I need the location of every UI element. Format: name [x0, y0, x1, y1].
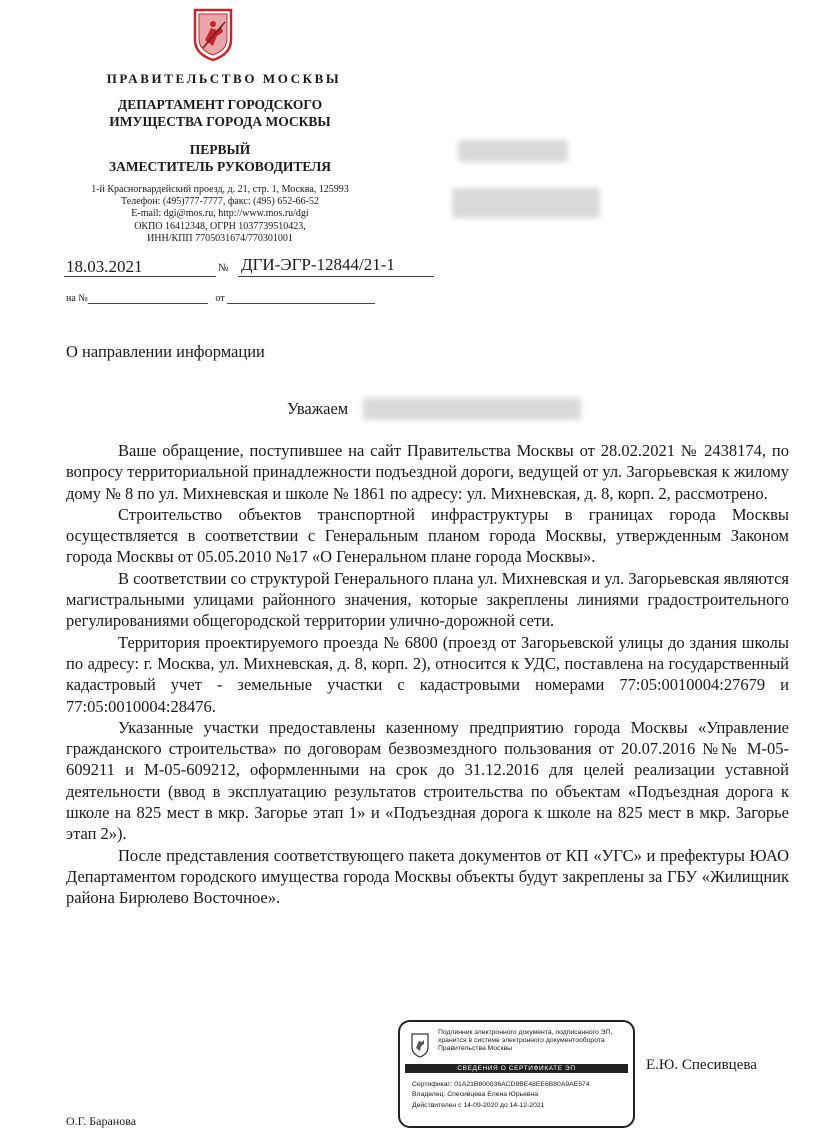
stamp-band: СВЕДЕНИЯ О СЕРТИФИКАТЕ ЭП [405, 1064, 628, 1073]
government-title: ПРАВИТЕЛЬСТВО МОСКВЫ [106, 71, 342, 86]
number-underline [238, 276, 434, 277]
paragraph: Территория проектируемого проезда № 6800 (проезд от Загорьевской улицы до здания школы по адресу: г. Москва, ул. Михневская, д. 8, корп. 2), относится к УДС, поставлена на государственный кадастровый учет - земельные участки с кадастровыми номерами 77:05:0010004:27679 и 77:05:0010004:28476. [66, 632, 789, 716]
date-underline [64, 276, 216, 277]
signatory-position: ПЕРВЫЙ ЗАМЕСТИТЕЛЬ РУКОВОДИТЕЛЯ [108, 142, 332, 174]
redacted-addressee-name [458, 140, 568, 162]
ref-number-blank [88, 291, 208, 304]
number-label: № [218, 262, 229, 274]
moscow-coat-of-arms-icon [191, 6, 235, 62]
letter-subject: О направлении информации [66, 342, 265, 361]
stamp-header: Подлинник электронного документа, подписанного ЭП, хранится в системе электронного документооборота Правительства Москвы [438, 1029, 613, 1053]
mini-coat-of-arms-icon [410, 1032, 430, 1058]
electronic-signature-stamp [398, 1020, 635, 1128]
paragraph: Ваше обращение, поступившее на сайт Правительства Москвы от 28.02.2021 № 2438174, по вопросу территориальной принадлежности подъездной дороги, ведущей от ул. Загорьевская к жилому дому № 8 по ул. Михневская и школе № 1861 по адресу: ул. Михневская, д. 8, корп. 2, рассмотрено. [66, 441, 789, 503]
reference-line: на № от [66, 291, 375, 304]
executor-name: О.Г. Баранова [66, 1114, 137, 1128]
letter-body [66, 440, 789, 909]
redacted-addressee-address [452, 188, 600, 218]
letter-date: 18.03.2021 [66, 257, 143, 276]
paragraph: После представления соответствующего пакета документов от КП «УГС» и префектуры ЮАО Департаментом городского имущества города Москвы объекты будут закреплены за ГБУ «Жилищник района Бирюлево Восточное». [66, 845, 789, 908]
paragraph: В соответствии со структурой Генерального плана ул. Михневская и ул. Загорьевская являются магистральными улицами районного значения, которые закреплены линиями градостроительного регулированиями общегородской территории улично-дорожной сети. [66, 568, 789, 631]
ref-date-blank [227, 291, 375, 304]
paragraph: Указанные участки предоставлены казенному предприятию города Москвы «Управление гражданского строительства» по договорам безвозмездного пользования от 20.07.2016 №№ М-05-609211 и М-05-609212, оформленными на срок до 31.12.2016 для целей реализации уставной деятельности (ввод в эксплуатацию результатов строительства по объектам «Подъездная дорога к школе на 825 мест в мкр. Загорье этап 1» и «Подъездная дорога к школе на 825 мест в мкр. Загорье этап 2»). [66, 717, 789, 844]
paragraph: Строительство объектов транспортной инфраструктуры в границах города Москвы осуществляется в соответствии с Генеральным планом города Москвы, утвержденным Законом города Москвы от 05.05.2010 №17 «О Генеральном плане города Москвы». [66, 504, 789, 567]
redacted-greeting-name [363, 398, 581, 420]
signer-name: Е.Ю. Спесивцева [646, 1057, 757, 1073]
greeting: Уважаем [287, 399, 349, 418]
department-name: ДЕПАРТАМЕНТ ГОРОДСКОГО ИМУЩЕСТВА ГОРОДА МОСКВЫ [109, 97, 331, 129]
department-contacts: 1-й Красногвардейский проезд, д. 21, стр. 1, Москва, 125993 Телефон: (495)777-7777, факс: (495) 652-66-52 E-mail: dgi@mos.ru, http://www.mos.ru/dgi ОКПО 16412348, ОГРН 1037739510423, ИНН/КПП 7705031674/770301001 [91, 184, 349, 244]
registration-number: ДГИ-ЭГР-12844/21-1 [241, 255, 395, 274]
certificate-details: Сертификат: 01A21B800036ACD9BE48EE6B80A9AE574 Владелец: Спесивцева Елена Юрьевна Действителен с 14-09-2020 до 14-12-2021 [412, 1081, 590, 1109]
